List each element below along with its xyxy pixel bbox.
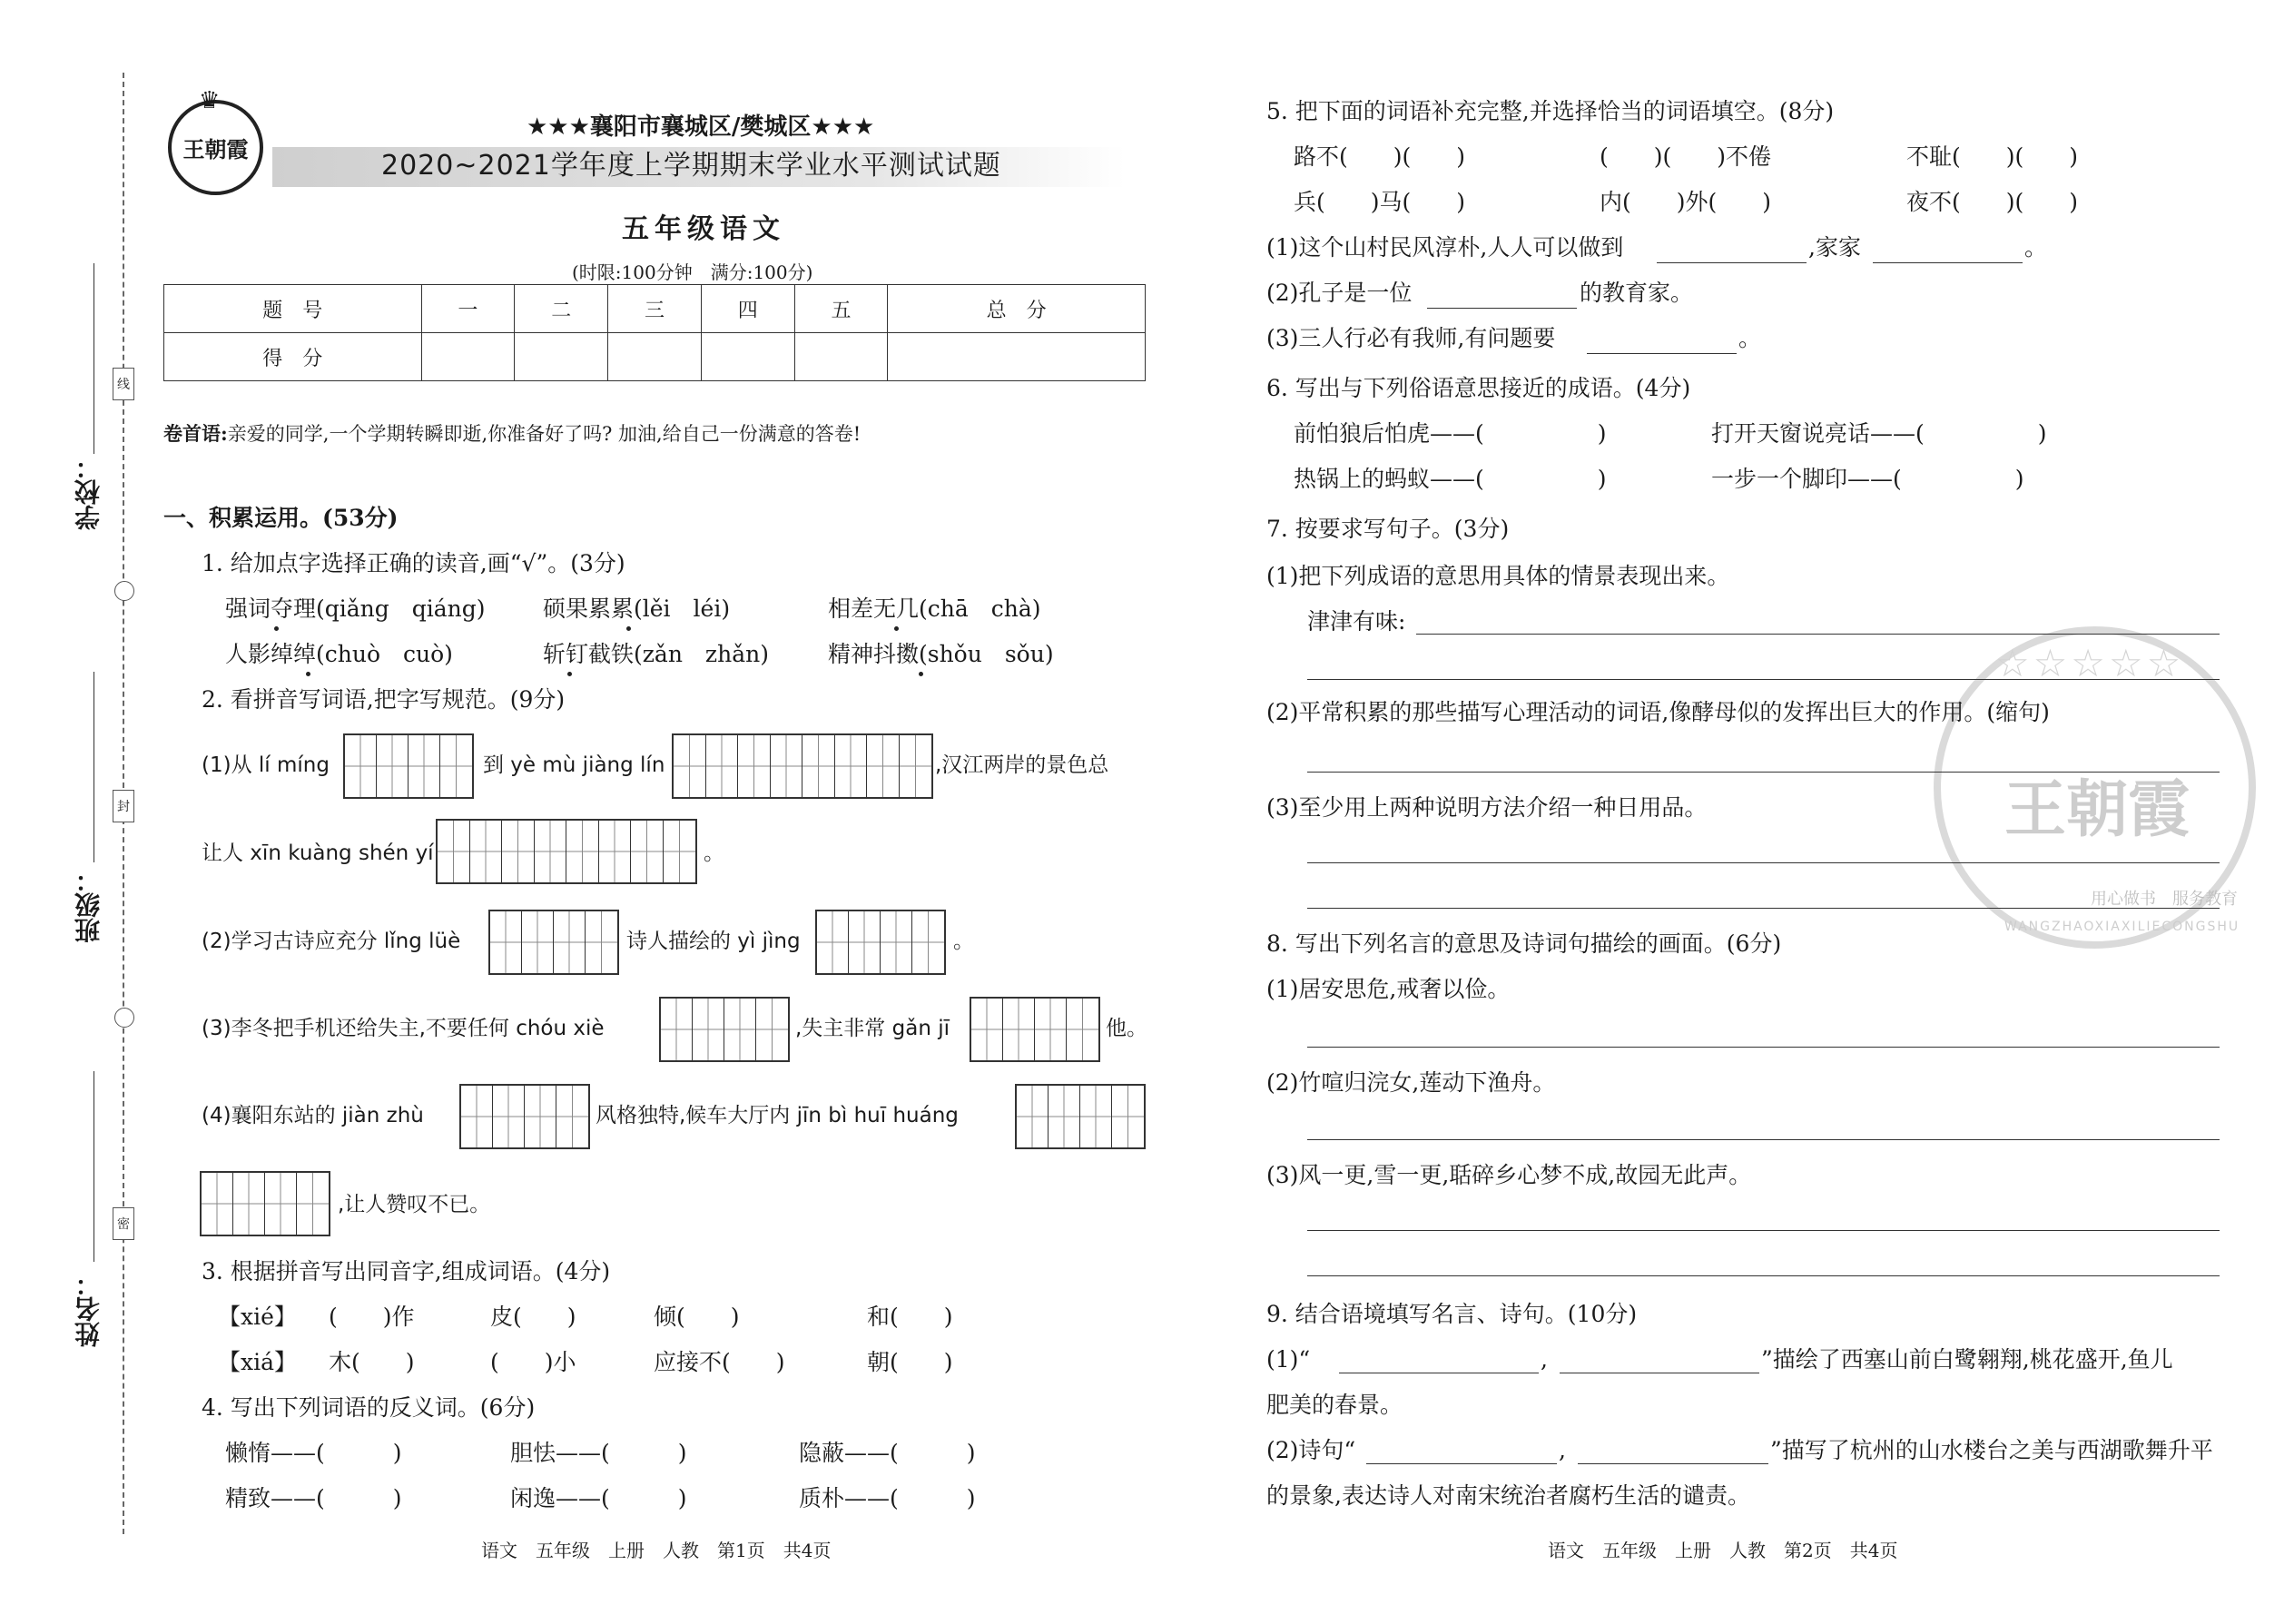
q3-item[interactable]: ( )小 <box>490 1349 576 1375</box>
q2-title: 2. 看拼音写词语,把字写规范。(9分) <box>202 686 566 713</box>
region-title: ★★★襄阳市襄城区/樊城区★★★ <box>527 113 875 141</box>
q2-text: ,让人赞叹不已。 <box>338 1193 491 1216</box>
score-input[interactable] <box>608 333 702 381</box>
q6-item[interactable]: 热锅上的蚂蚁——( ) <box>1294 466 1607 492</box>
class-label: 班级： <box>74 867 103 943</box>
emphasis-dot-icon <box>919 672 923 676</box>
q9-text: ”描写了杭州的山水楼台之美与西湖歌舞升平 <box>1770 1437 2213 1463</box>
time-info: (时限:100分钟 满分:100分) <box>572 261 813 283</box>
writing-boxes[interactable] <box>459 1084 590 1149</box>
q2-text: (3)李冬把手机还给失主,不要任何 chóu xiè <box>202 1017 605 1040</box>
q2-text: ,失主非常 gǎn jī <box>795 1017 950 1040</box>
score-input[interactable] <box>794 333 888 381</box>
answer-line[interactable] <box>1578 1463 1768 1464</box>
q3-item[interactable]: 应接不( ) <box>654 1349 785 1375</box>
writing-boxes[interactable] <box>672 733 933 799</box>
q5-item[interactable]: 不耻( )( ) <box>1906 143 2079 170</box>
watermark-brand: 王朝霞 <box>2004 773 2191 846</box>
q5-text: 。 <box>1738 325 1762 351</box>
q7-text: (3)至少用上两种说明方法介绍一种日用品。 <box>1266 794 1708 821</box>
binding-hole-2 <box>114 1008 134 1028</box>
q8-text: (1)居安思危,戒奢以俭。 <box>1266 976 1511 1002</box>
answer-line[interactable] <box>1873 262 2023 263</box>
intro <box>163 420 861 448</box>
q4-item[interactable]: 胆怯——( ) <box>510 1440 687 1466</box>
q7-title: 7. 按要求写句子。(3分) <box>1266 516 1510 542</box>
q5-item[interactable]: ( )( )不倦 <box>1600 143 1772 170</box>
q3-item[interactable]: 皮( ) <box>490 1304 576 1330</box>
q2-text: (2)学习古诗应充分 lǐng lüè <box>202 930 461 953</box>
q9-text: , <box>1559 1437 1566 1463</box>
q2-text: 到 yè mù jiàng lín <box>483 753 665 777</box>
q1-item: 硕果累累(lěi léi) <box>543 595 731 622</box>
answer-line[interactable] <box>1416 634 2220 635</box>
q1-item: 精神抖擞(shǒu sǒu) <box>828 641 1054 667</box>
logo-text: 王朝霞 <box>182 136 249 162</box>
q8-title: 8. 写出下列名言的意思及诗词句描绘的画面。(6分) <box>1266 930 1782 957</box>
answer-line[interactable] <box>1307 1047 2220 1048</box>
emphasis-dot-icon <box>567 672 572 676</box>
binding-hole-1 <box>114 581 134 601</box>
watermark-star-icon: ☆☆☆☆☆ <box>1995 641 2185 685</box>
q5-text: ,家家 <box>1808 234 1861 261</box>
answer-line[interactable] <box>1307 679 2220 680</box>
q1-item: 强词夺理(qiǎng qiáng) <box>225 595 486 622</box>
q3-item[interactable]: 倾( ) <box>654 1304 740 1330</box>
q5-item[interactable]: 兵( )马( ) <box>1294 189 1466 215</box>
q6-item[interactable]: 一步一个脚印——( ) <box>1711 466 2024 492</box>
q4-item[interactable]: 隐蔽——( ) <box>799 1440 976 1466</box>
score-table-cell: 一 <box>421 285 515 333</box>
score-input[interactable] <box>515 333 608 381</box>
q3-item[interactable]: 和( ) <box>867 1304 953 1330</box>
q8-text: (3)风一更,雪一更,聒碎乡心梦不成,故园无此声。 <box>1266 1162 1752 1188</box>
q2-text: 他。 <box>1106 1017 1147 1040</box>
school-label: 学校： <box>74 454 103 530</box>
writing-boxes[interactable] <box>343 733 474 799</box>
emphasis-dot-icon <box>274 626 279 631</box>
q7-text: (1)把下列成语的意思用具体的情景表现出来。 <box>1266 563 1730 589</box>
score-table-cell: 二 <box>515 285 608 333</box>
emphasis-dot-icon <box>306 672 310 676</box>
q9-text: 肥美的春景。 <box>1266 1392 1403 1418</box>
q1-item: 相差无几(chā chà) <box>828 595 1041 622</box>
logo-crown-icon: ♛ <box>199 87 221 114</box>
score-table-cell: 得 分 <box>164 333 422 381</box>
q1-item: 人影绰绰(chuò cuò) <box>225 641 453 667</box>
answer-line[interactable] <box>1307 908 2220 909</box>
q3-item[interactable]: 朝( ) <box>867 1349 953 1375</box>
writing-boxes[interactable] <box>815 910 946 975</box>
answer-line[interactable] <box>1587 353 1737 354</box>
footer-left: 语文 五年级 上册 人教 第1页 共4页 <box>481 1540 832 1561</box>
score-table-cell: 题 号 <box>164 285 422 333</box>
q4-item[interactable]: 懒惰——( ) <box>225 1440 402 1466</box>
emphasis-dot-icon <box>626 626 631 631</box>
q3-item[interactable]: ( )作 <box>329 1304 415 1330</box>
q6-title: 6. 写出与下列俗语意思接近的成语。(4分) <box>1266 375 1691 401</box>
score-table <box>163 284 1146 381</box>
q9-text: ”描绘了西塞山前白鹭翱翔,桃花盛开,鱼儿 <box>1761 1346 2173 1373</box>
q2-text: 风格独特,候车大厅内 jīn bì huī huáng <box>596 1104 959 1127</box>
q5-item[interactable]: 夜不( )( ) <box>1906 189 2079 215</box>
watermark-pinyin: WANGZHAOXIAXILIECONGSHU <box>2004 920 2240 934</box>
score-table-header-row <box>164 285 1146 333</box>
q1-item: 斩钉截铁(zǎn zhǎn) <box>543 641 769 667</box>
watermark-slogan: 用心做书 服务教育 <box>2091 890 2238 909</box>
q3-pinyin: 【xié】 <box>218 1304 297 1330</box>
binding-mark-dense: 密 <box>113 1207 134 1240</box>
name-label: 姓名： <box>74 1271 103 1347</box>
score-table-cell: 总 分 <box>888 285 1146 333</box>
q7-text: (2)平常积累的那些描写心理活动的词语,像酵母似的发挥出巨大的作用。(缩句) <box>1266 699 2050 725</box>
q2-text: 。 <box>704 842 724 865</box>
q2-text: ,汉江两岸的景色总 <box>935 753 1109 777</box>
binding-mark-line: 线 <box>113 368 134 400</box>
q5-title: 5. 把下面的词语补充完整,并选择恰当的词语填空。(8分) <box>1266 98 1835 124</box>
q4-title: 4. 写出下列词语的反义词。(6分) <box>202 1394 536 1421</box>
q9-title: 9. 结合语境填写名言、诗句。(10分) <box>1266 1301 1638 1327</box>
q5-text: (3)三人行必有我师,有问题要 <box>1266 325 1556 351</box>
q7-text: 津津有味: <box>1307 608 1406 635</box>
answer-line[interactable] <box>1307 1275 2220 1276</box>
writing-boxes[interactable] <box>659 997 790 1062</box>
answer-line[interactable] <box>1307 1139 2220 1140</box>
q5-text: (2)孔子是一位 <box>1266 280 1413 306</box>
writing-boxes[interactable] <box>970 997 1100 1062</box>
q9-text: (2)诗句“ <box>1266 1437 1356 1463</box>
q2-text: 。 <box>953 930 974 953</box>
logo <box>168 87 263 195</box>
q8-text: (2)竹喧归浣女,莲动下渔舟。 <box>1266 1069 1556 1096</box>
score-table-score-row <box>164 333 1146 381</box>
subject-title: 五年级语文 <box>622 213 785 245</box>
answer-line[interactable] <box>1427 308 1577 309</box>
score-input[interactable] <box>421 333 515 381</box>
section1-title: 一、积累运用。(53分) <box>163 505 399 531</box>
exam-title: 2020~2021学年度上学期期末学业水平测试试题 <box>381 150 1001 182</box>
q4-item[interactable]: 闲逸——( ) <box>510 1485 687 1511</box>
score-table-cell: 三 <box>608 285 702 333</box>
q2-text: 诗人描绘的 yì jìng <box>626 930 801 953</box>
q3-item[interactable]: 木( ) <box>329 1349 415 1375</box>
q3-title: 3. 根据拼音写出同音字,组成词语。(4分) <box>202 1258 611 1284</box>
q9-text: , <box>1541 1346 1548 1373</box>
answer-line[interactable] <box>1307 862 2220 863</box>
score-input[interactable] <box>701 333 794 381</box>
q6-item[interactable]: 前怕狼后怕虎——( ) <box>1294 420 1607 447</box>
watermark <box>1934 626 2256 949</box>
binding-mark-seal: 封 <box>113 790 134 822</box>
q5-text: (1)这个山村民风淳朴,人人可以做到 <box>1266 234 1624 261</box>
q9-text: (1)“ <box>1266 1346 1311 1373</box>
q6-item[interactable]: 打开天窗说亮话——( ) <box>1711 420 2047 447</box>
writing-boxes[interactable] <box>200 1171 330 1236</box>
q5-text: 的教育家。 <box>1580 280 1694 306</box>
intro-text: 亲爱的同学,一个学期转瞬即逝,你准备好了吗? 加油,给自己一份满意的答卷! <box>227 423 861 445</box>
q1-title: 1. 给加点字选择正确的读音,画“√”。(3分) <box>202 550 625 576</box>
answer-line[interactable] <box>1307 772 2220 773</box>
writing-boxes[interactable] <box>488 910 619 975</box>
q5-item[interactable]: 内( )外( ) <box>1600 189 1772 215</box>
q3-pinyin: 【xiá】 <box>218 1349 297 1375</box>
q5-item[interactable]: 路不( )( ) <box>1294 143 1466 170</box>
score-table-cell: 五 <box>794 285 888 333</box>
intro-label: 卷首语: <box>163 422 228 445</box>
answer-line[interactable] <box>1307 1230 2220 1231</box>
writing-boxes[interactable] <box>436 819 697 884</box>
q2-text: (4)襄阳东站的 jiàn zhù <box>202 1104 424 1127</box>
answer-line[interactable] <box>1657 262 1807 263</box>
q4-item[interactable]: 质朴——( ) <box>799 1485 976 1511</box>
writing-boxes[interactable] <box>1015 1084 1146 1149</box>
score-input[interactable] <box>888 333 1146 381</box>
score-table-cell: 四 <box>701 285 794 333</box>
q2-text: 让人 xīn kuàng shén yí <box>202 842 434 865</box>
q4-item[interactable]: 精致——( ) <box>225 1485 402 1511</box>
q5-text: 。 <box>2024 234 2048 261</box>
q9-text: 的景象,表达诗人对南宋统治者腐朽生活的谴责。 <box>1266 1482 1750 1509</box>
answer-line[interactable] <box>1366 1463 1557 1464</box>
footer-right: 语文 五年级 上册 人教 第2页 共4页 <box>1548 1540 1898 1561</box>
emphasis-dot-icon <box>894 626 899 631</box>
q2-text: (1)从 lí míng <box>202 753 330 777</box>
